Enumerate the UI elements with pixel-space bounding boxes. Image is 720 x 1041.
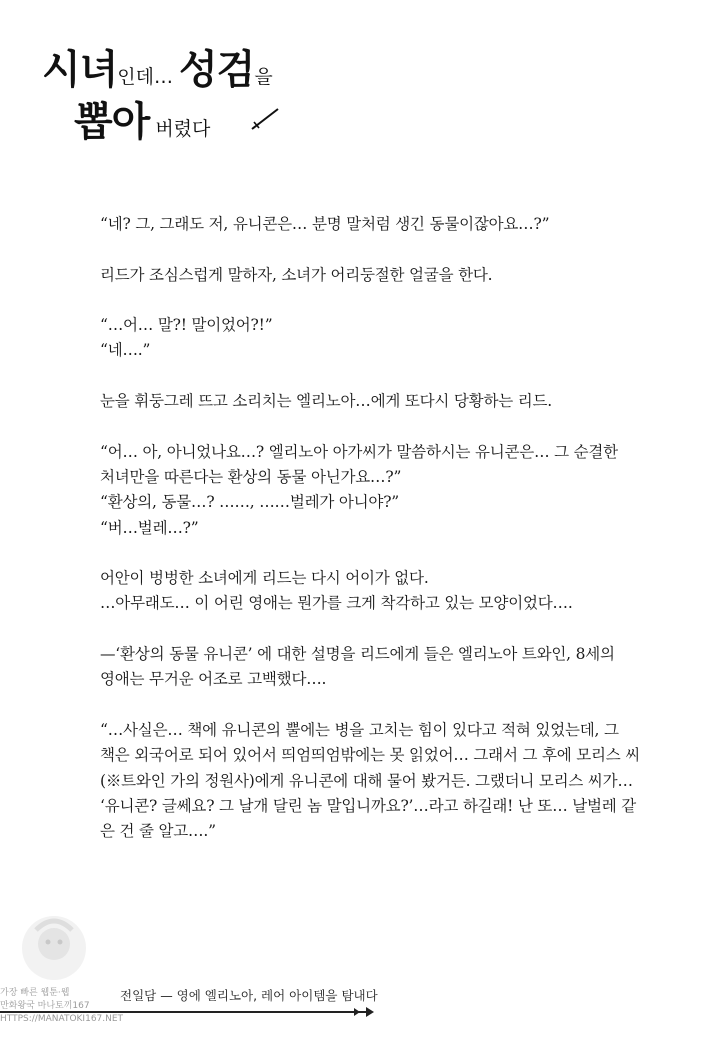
title-line-2 [74, 90, 210, 147]
text-line: 처녀만을 따른다는 환상의 동물 아닌가요…?” [100, 467, 402, 486]
text-line: 리드가 조심스럽게 말하자, 소녀가 어리둥절한 얼굴을 한다. [100, 265, 493, 284]
text-line: “네….” [100, 341, 151, 360]
watermark-mascot-icon [6, 908, 102, 984]
text-line: …아무래도… 이 어린 영애는 뭔가를 크게 착각하고 있는 모양이었다…. [100, 594, 573, 613]
text-line: “네? 그, 그래도 저, 유니콘은… 분명 말처럼 생긴 동물이잖아요…?” [100, 215, 550, 233]
watermark-line-1: 가장 빠른 웹툰·웹 [0, 988, 70, 998]
sword-slash-icon [248, 106, 282, 132]
text-line: “…어… 말?! 말이었어?!” [100, 316, 273, 335]
text-line: —‘환상의 동물 유니콘’ 에 대한 설명을 리드에게 들은 엘리노아 트와인, 8세의 [100, 645, 615, 664]
text-line: “…사실은… 책에 유니콘의 뿔에는 병을 고치는 힘이 있다고 적혀 있었는데, 그 [100, 720, 619, 739]
text-line: ‘유니콘? 글쎄요? 그 날개 달린 놈 말입니까요?’…라고 하길래! 난 또… 날벌레 같 [100, 796, 637, 815]
title-segment: 을 [254, 66, 273, 88]
title-segment: 성검 [179, 47, 255, 93]
text-line: (※트와인 가의 정원사)에게 유니콘에 대해 물어 봤거든. 그랬더니 모리스 씨가… [100, 771, 633, 790]
body-text [100, 212, 660, 844]
watermark-line-2: 만화왕국 마나토끼167 [0, 1001, 90, 1011]
text-line: 눈을 휘둥그레 뜨고 소리치는 엘리노아…에게 또다시 당황하는 리드. [100, 392, 552, 411]
title-segment: 버렸다 [149, 118, 211, 140]
text-line: “버…벌레…?” [100, 518, 199, 537]
text-line: 책은 외국어로 되어 있어서 띄엄띄엄밖에는 못 읽었어… 그래서 그 후에 모리스 씨 [100, 746, 641, 765]
text-line: 영애는 무거운 어조로 고백했다…. [100, 670, 327, 689]
title-line-1 [42, 38, 273, 95]
title-segment: 인데… [117, 66, 180, 88]
footer-rule [0, 1011, 338, 1013]
title-segment: 시녀 [42, 47, 118, 93]
watermark-line-3: HTTPS://MANATOKI167.NET [0, 1014, 124, 1024]
text-line: 은 건 줄 알고….” [100, 822, 216, 841]
text-line: 어안이 벙벙한 소녀에게 리드는 다시 어이가 없다. [100, 569, 429, 588]
text-line: “어… 아, 아니었나요…? 엘리노아 아가씨가 말씀하시는 유니콘은… 그 순결한 [100, 442, 618, 461]
book-title-logo [30, 38, 320, 145]
arrow-right-icon [336, 1005, 376, 1019]
chapter-running-title: 전일담 — 영에 엘리노아, 레어 아이템을 탐내다 [120, 988, 378, 1003]
title-segment: 뽑아 [74, 99, 150, 145]
text-line: “환상의, 동물…? ……, ……벌레가 아니야?” [100, 493, 400, 512]
